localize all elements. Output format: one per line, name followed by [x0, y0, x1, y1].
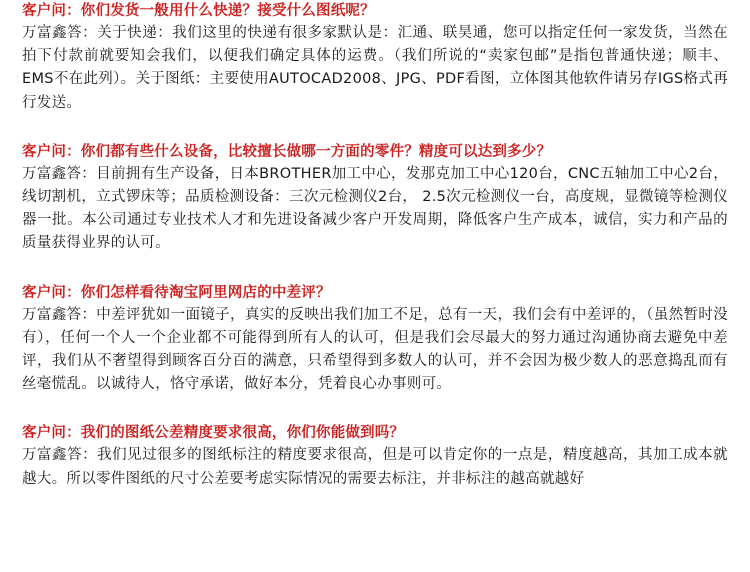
faq-content: [22, 0, 728, 491]
faq-item-tolerance: [22, 422, 728, 490]
faq-question: 客户问：我们的图纸公差精度要求很高，你们你能做到吗？: [22, 425, 405, 442]
faq-item-equipment: [22, 141, 728, 256]
faq-answer: 万富鑫答：目前拥有生产设备，日本BROTHER加工中心，发那克加工中心120台，CNC五轴加工中心2台，线切割机，立式锣床等；品质检测设备：三次元检测仪2台， 2.5次元检测仪一台，高度规，显微镜等检测仪器一批。本公司通过专业技术人才和先进设备减少客户开发周期，降低客户生产成本，诚信，实力和产品的质量获得业界的认可。: [22, 165, 728, 252]
faq-item-reviews: [22, 282, 728, 397]
faq-answer: 万富鑫答：关于快递：我们这里的快递有很多家默认是：汇通、联昊通，您可以指定任何一家发货，当然在拍下付款前就要知会我们，以便我们确定具体的运费。（我们所说的“卖家包邮”是指包普通快递；顺丰、EMS不在此列）。关于图纸：主要使用AUTOCAD2008、JPG、PDF看图，立体图其他软件请另存IGS格式再行发送。: [22, 25, 728, 111]
faq-item-shipping: [22, 0, 728, 115]
section-spacer: [22, 115, 728, 141]
faq-answer: 万富鑫答：我们见过很多的图纸标注的精度要求很高，但是可以肯定你的一点是，精度越高，其加工成本就越大。所以零件图纸的尺寸公差要考虑实际情况的需要去标注，并非标注的越高就越好: [22, 447, 728, 487]
faq-question: 客户问：你们都有些什么设备，比较擅长做哪一方面的零件？精度可以达到多少？: [22, 143, 552, 160]
faq-question: 客户问：你们怎样看待淘宝阿里网店的中差评？: [22, 284, 331, 301]
faq-answer: 万富鑫答：中差评犹如一面镜子，真实的反映出我们加工不足，总有一天，我们会有中差评的，（虽然暂时没有），任何一个人一个企业都不可能得到所有人的认可，但是我们会尽最大的努力通过沟通协商去避免中差评，我们从不奢望得到顾客百分百的满意，只希望得到多数人的认可，并不会因为极少数人的恶意捣乱而有丝毫慌乱。以诚待人，恪守承诺，做好本分，凭着良心办事则可。: [22, 306, 728, 393]
section-spacer: [22, 396, 728, 422]
faq-question: 客户问：你们发货一般用什么快递？接受什么图纸呢？: [22, 3, 375, 19]
section-spacer: [22, 256, 728, 282]
